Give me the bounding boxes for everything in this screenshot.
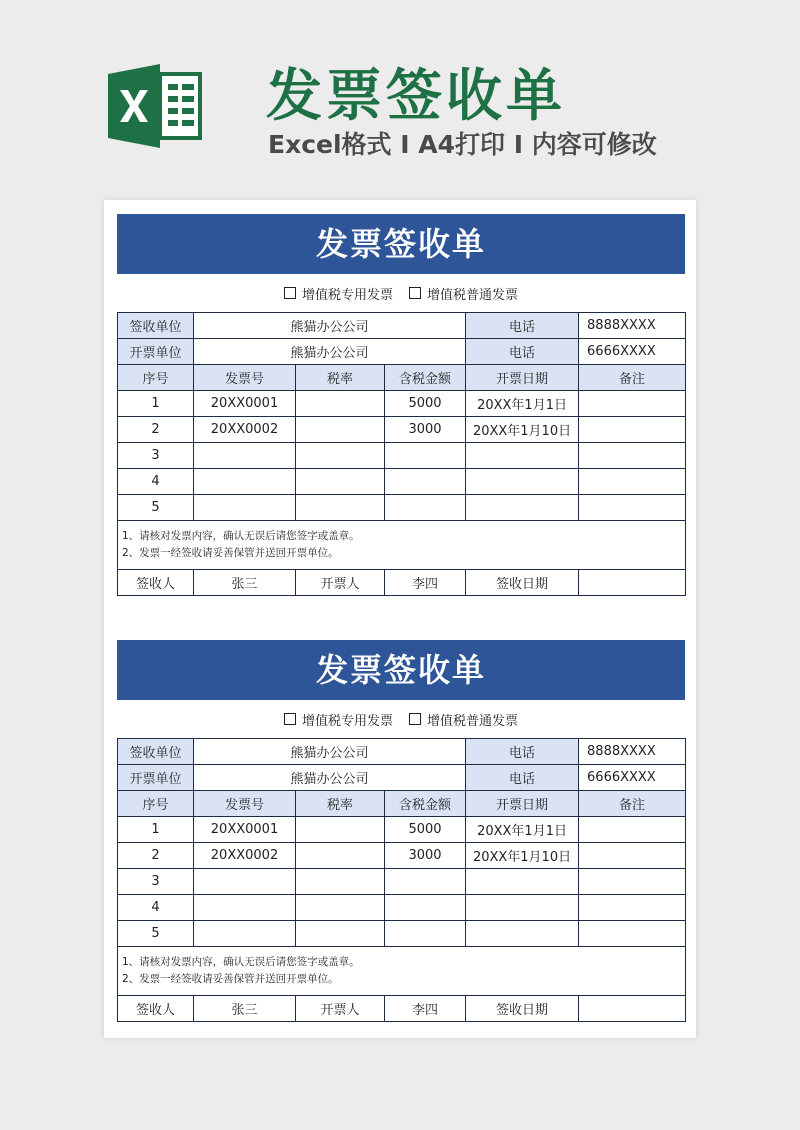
column-header: 税率 [296, 365, 385, 391]
receipt-table [117, 312, 686, 596]
table-row [118, 469, 686, 495]
issue-unit-label: 开票单位 [118, 765, 194, 791]
option-special-invoice[interactable] [284, 284, 393, 303]
option-normal-invoice[interactable] [409, 710, 518, 729]
cell[interactable] [466, 869, 579, 895]
page-subtitle: Excel格式 I A4打印 I 内容可修改 [268, 130, 657, 159]
receipt-form-1 [117, 214, 685, 596]
cell[interactable] [579, 391, 686, 417]
cell[interactable] [579, 895, 686, 921]
cell[interactable] [579, 869, 686, 895]
cell[interactable] [385, 443, 466, 469]
issue-unit-label: 开票单位 [118, 339, 194, 365]
table-row [118, 921, 686, 947]
checkbox[interactable] [284, 287, 296, 299]
column-header: 序号 [118, 791, 194, 817]
receipt-table [117, 738, 686, 1022]
column-header: 开票日期 [466, 791, 579, 817]
signature-row [118, 996, 686, 1022]
cell[interactable] [385, 921, 466, 947]
cell[interactable] [579, 817, 686, 843]
issuer-value[interactable]: 李四 [385, 570, 466, 596]
receive-unit-value[interactable]: 熊猫办公公司 [194, 739, 466, 765]
signer-label: 签收人 [118, 996, 194, 1022]
table-row [118, 417, 686, 443]
column-header: 发票号 [194, 365, 296, 391]
form-title: 发票签收单 [117, 640, 685, 700]
column-header: 含税金额 [385, 791, 466, 817]
notes-row [118, 947, 686, 996]
cell[interactable]: 4 [118, 469, 194, 495]
cell[interactable] [194, 921, 296, 947]
table-row [118, 339, 686, 365]
cell[interactable] [194, 469, 296, 495]
signature-row [118, 570, 686, 596]
cell[interactable]: 5000 [385, 817, 466, 843]
table-row [118, 495, 686, 521]
table-row [118, 313, 686, 339]
cell[interactable] [385, 469, 466, 495]
column-header: 备注 [579, 365, 686, 391]
checkbox[interactable] [409, 287, 421, 299]
cell[interactable] [466, 895, 579, 921]
cell[interactable] [194, 895, 296, 921]
notes-cell [118, 521, 686, 570]
phone-value[interactable]: 8888XXXX [579, 313, 686, 339]
cell[interactable] [296, 391, 385, 417]
cell[interactable] [194, 869, 296, 895]
cell[interactable] [296, 443, 385, 469]
column-header: 序号 [118, 365, 194, 391]
cell[interactable] [579, 417, 686, 443]
sign-date-label: 签收日期 [466, 996, 579, 1022]
column-header: 发票号 [194, 791, 296, 817]
cell[interactable]: 1 [118, 391, 194, 417]
form-title: 发票签收单 [117, 214, 685, 274]
phone-value[interactable]: 6666XXXX [579, 765, 686, 791]
issuer-label: 开票人 [296, 996, 385, 1022]
cell[interactable] [296, 817, 385, 843]
document-paper [104, 200, 696, 1038]
cell[interactable] [296, 469, 385, 495]
receive-unit-label: 签收单位 [118, 313, 194, 339]
cell[interactable] [466, 469, 579, 495]
cell[interactable] [385, 895, 466, 921]
header-banner [0, 0, 800, 190]
cell[interactable]: 20XX0001 [194, 817, 296, 843]
cell[interactable] [296, 417, 385, 443]
invoice-type-options [117, 700, 685, 738]
table-row [118, 765, 686, 791]
column-header: 备注 [579, 791, 686, 817]
cell[interactable]: 3000 [385, 417, 466, 443]
column-header: 开票日期 [466, 365, 579, 391]
cell[interactable] [466, 921, 579, 947]
cell[interactable]: 20XX年1月10日 [466, 417, 579, 443]
column-header-row [118, 791, 686, 817]
cell[interactable]: 1 [118, 817, 194, 843]
cell[interactable] [296, 869, 385, 895]
page-title: 发票签收单 [266, 64, 566, 129]
cell[interactable] [194, 495, 296, 521]
column-header-row [118, 365, 686, 391]
table-row [118, 443, 686, 469]
issuer-label: 开票人 [296, 570, 385, 596]
cell[interactable]: 20XX年1月1日 [466, 817, 579, 843]
cell[interactable]: 20XX年1月1日 [466, 391, 579, 417]
cell[interactable] [296, 495, 385, 521]
cell[interactable] [579, 469, 686, 495]
table-row [118, 895, 686, 921]
cell[interactable]: 5 [118, 495, 194, 521]
option-label: 增值税专用发票 [301, 713, 393, 729]
cell[interactable]: 20XX0002 [194, 417, 296, 443]
cell[interactable] [385, 869, 466, 895]
table-row [118, 817, 686, 843]
cell[interactable]: 4 [118, 895, 194, 921]
note-line: 2、发票一经签收请妥善保管并送回开票单位。 [122, 547, 339, 559]
cell[interactable] [466, 495, 579, 521]
excel-icon [104, 60, 204, 152]
cell[interactable] [579, 921, 686, 947]
table-row [118, 739, 686, 765]
signer-label: 签收人 [118, 570, 194, 596]
cell[interactable]: 3 [118, 869, 194, 895]
receive-unit-label: 签收单位 [118, 739, 194, 765]
cell[interactable]: 5000 [385, 391, 466, 417]
notes-row [118, 521, 686, 570]
phone-label: 电话 [466, 313, 579, 339]
option-label: 增值税专用发票 [301, 287, 393, 303]
cell[interactable] [466, 443, 579, 469]
cell[interactable] [579, 443, 686, 469]
option-special-invoice[interactable] [284, 710, 393, 729]
cell[interactable]: 20XX0002 [194, 843, 296, 869]
cell[interactable]: 3000 [385, 843, 466, 869]
cell[interactable]: 20XX年1月10日 [466, 843, 579, 869]
option-normal-invoice[interactable] [409, 284, 518, 303]
issuer-value[interactable]: 李四 [385, 996, 466, 1022]
column-header: 含税金额 [385, 365, 466, 391]
invoice-type-options [117, 274, 685, 312]
option-label: 增值税普通发票 [427, 713, 519, 729]
table-row [118, 843, 686, 869]
cell[interactable] [296, 921, 385, 947]
cell[interactable] [579, 843, 686, 869]
note-line: 1、请核对发票内容，确认无误后请您签字或盖章。 [122, 530, 360, 542]
table-row [118, 391, 686, 417]
issue-unit-value[interactable]: 熊猫办公公司 [194, 765, 466, 791]
cell[interactable] [579, 495, 686, 521]
signer-value[interactable]: 张三 [194, 996, 296, 1022]
cell[interactable]: 2 [118, 417, 194, 443]
phone-label: 电话 [466, 339, 579, 365]
cell[interactable]: 3 [118, 443, 194, 469]
cell[interactable]: 20XX0001 [194, 391, 296, 417]
phone-label: 电话 [466, 739, 579, 765]
sign-date-value[interactable] [579, 570, 686, 596]
signer-value[interactable]: 张三 [194, 570, 296, 596]
receive-unit-value[interactable]: 熊猫办公公司 [194, 313, 466, 339]
column-header: 税率 [296, 791, 385, 817]
table-row [118, 869, 686, 895]
cell[interactable]: 5 [118, 921, 194, 947]
checkbox[interactable] [409, 713, 421, 725]
sign-date-label: 签收日期 [466, 570, 579, 596]
note-line: 2、发票一经签收请妥善保管并送回开票单位。 [122, 973, 339, 985]
cell[interactable]: 2 [118, 843, 194, 869]
cell[interactable] [296, 895, 385, 921]
sign-date-value[interactable] [579, 996, 686, 1022]
cell[interactable] [194, 443, 296, 469]
notes-cell [118, 947, 686, 996]
cell[interactable] [385, 495, 466, 521]
receipt-form-2 [117, 640, 685, 1022]
phone-value[interactable]: 6666XXXX [579, 339, 686, 365]
note-line: 1、请核对发票内容，确认无误后请您签字或盖章。 [122, 956, 360, 968]
phone-label: 电话 [466, 765, 579, 791]
phone-value[interactable]: 8888XXXX [579, 739, 686, 765]
issue-unit-value[interactable]: 熊猫办公公司 [194, 339, 466, 365]
checkbox[interactable] [284, 713, 296, 725]
option-label: 增值税普通发票 [427, 287, 519, 303]
cell[interactable] [296, 843, 385, 869]
